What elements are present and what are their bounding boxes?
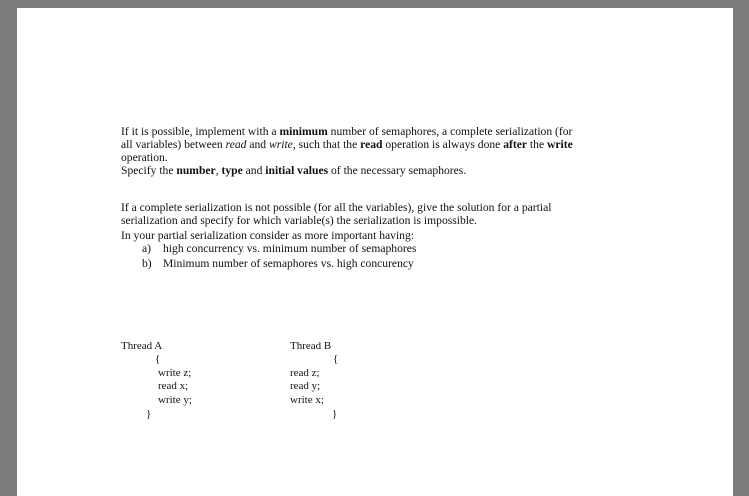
partial-line-2: serialization and specify for which variable(s) the serialization is impossible. <box>121 214 478 227</box>
list-text: high concurrency vs. minimum number of semaphores <box>163 242 417 255</box>
list-item-a <box>121 242 551 257</box>
thread-a-line-3: write y; <box>158 394 192 406</box>
list-item-b <box>121 257 551 272</box>
list-text: Minimum number of semaphores vs. high concurency <box>163 257 414 270</box>
thread-b-open-brace: { <box>333 353 339 365</box>
list-marker: a) <box>142 242 152 255</box>
statement-line-3: operation. <box>121 151 168 164</box>
thread-b-line-3: write x; <box>290 394 324 406</box>
thread-a-close-brace: } <box>146 408 152 420</box>
statement-line-2: all variables) between read and write, such that the read operation is always done after the write <box>121 138 573 151</box>
problem-statement <box>121 125 573 177</box>
statement-line-4: Specify the number, type and initial values of the necessary semaphores. <box>121 164 467 177</box>
partial-line-3: In your partial serialization consider as more important having: <box>121 229 414 242</box>
statement-line-1: If it is possible, implement with a minimum number of semaphores, a complete serialization (for <box>121 125 573 138</box>
thread-a-line-2: read x; <box>158 380 189 392</box>
thread-a-line-1: write z; <box>158 367 192 379</box>
partial-serialization-paragraph <box>121 201 551 272</box>
partial-line-1: If a complete serialization is not possible (for all the variables), give the solution for a partial <box>121 201 552 214</box>
thread-b-title: Thread B <box>290 340 332 352</box>
thread-a-open-brace: { <box>155 353 161 365</box>
thread-a-title: Thread A <box>121 340 163 352</box>
thread-b-line-1: read z; <box>290 367 320 379</box>
thread-b-close-brace: } <box>332 408 338 420</box>
list-marker: b) <box>142 257 152 270</box>
thread-b-line-2: read y; <box>290 380 321 392</box>
document-page <box>17 8 733 496</box>
